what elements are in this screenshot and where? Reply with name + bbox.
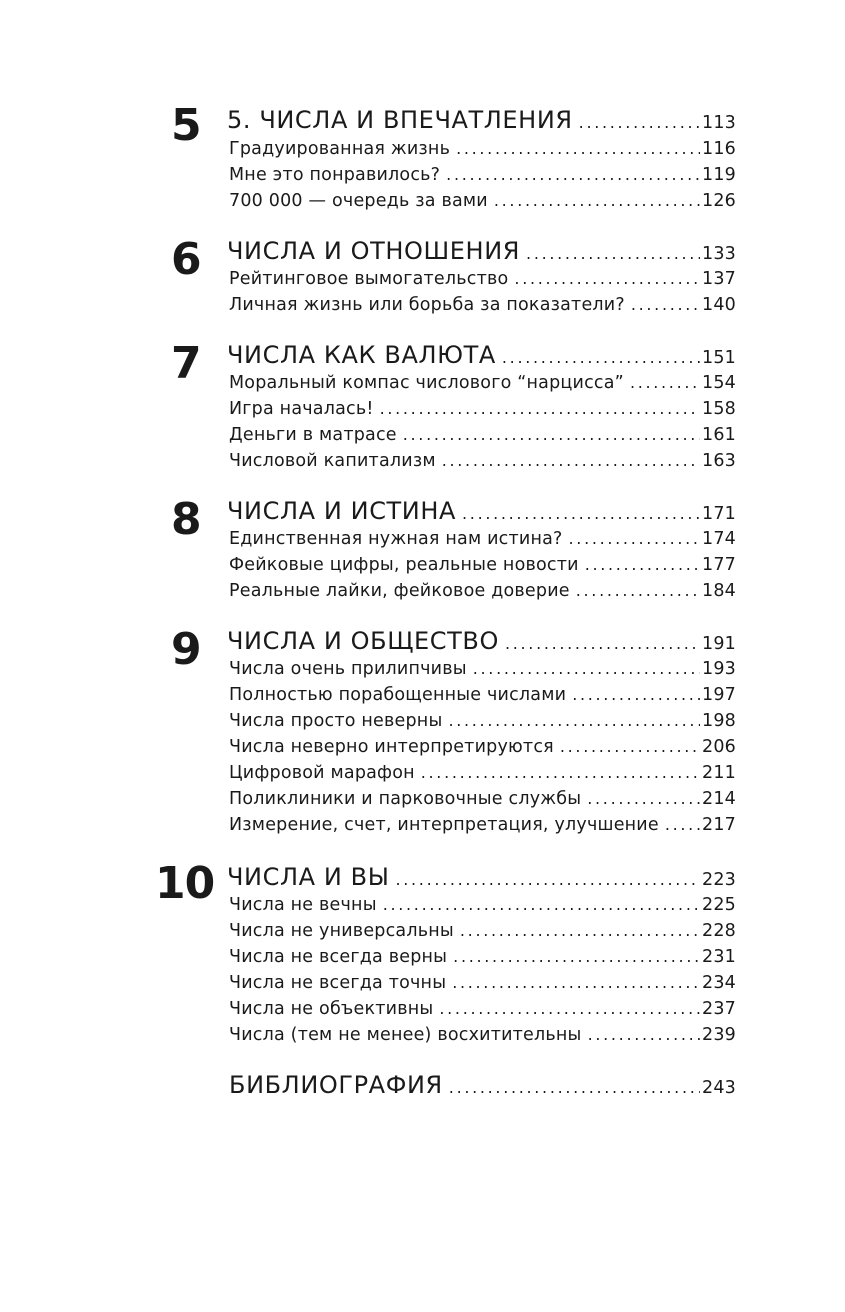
page-number: 197 (701, 685, 736, 705)
page-number: 198 (701, 711, 736, 731)
dot-leader (449, 1074, 700, 1102)
dot-leader (505, 630, 700, 658)
section-row[interactable] (229, 398, 736, 420)
section-row[interactable] (229, 268, 736, 290)
section-title: Числа не вечны (229, 895, 377, 915)
section-title: Мне это понравилось? (229, 165, 441, 185)
section-title: Цифровой марафон (229, 763, 415, 783)
section-row[interactable] (229, 736, 736, 758)
section-row[interactable] (229, 920, 736, 942)
section-title: Реальные лайки, фейковое доверие (229, 581, 570, 601)
section-row[interactable] (229, 424, 736, 446)
dot-leader (514, 268, 700, 290)
dot-leader (473, 658, 700, 680)
chapter-number: 10 (155, 858, 215, 909)
chapter-title: ЧИСЛА И ОБЩЕСТВО (227, 627, 499, 655)
section-title: Числа (тем не менее) восхитительны (229, 1025, 582, 1045)
page-number: 237 (701, 999, 736, 1019)
page-number: 116 (701, 139, 736, 159)
dot-leader (502, 344, 700, 372)
dot-leader (456, 138, 700, 160)
section-row[interactable] (229, 294, 736, 316)
section-title: Рейтинговое вымогательство (229, 269, 509, 289)
dot-leader (588, 1024, 700, 1046)
page-number: 163 (701, 451, 736, 471)
page-number: 119 (701, 165, 736, 185)
chapter-title-row[interactable] (227, 341, 736, 372)
section-row[interactable] (229, 1024, 736, 1046)
section-row[interactable] (229, 762, 736, 784)
section-title: Числа не всегда верны (229, 947, 448, 967)
section-title: Деньги в матрасе (229, 425, 397, 445)
page-number: 151 (701, 348, 736, 368)
page-number: 193 (701, 659, 736, 679)
dot-leader (380, 398, 700, 420)
chapter-number: 9 (171, 624, 201, 675)
page-number: 171 (701, 504, 736, 524)
dot-leader (453, 946, 700, 968)
section-row[interactable] (229, 450, 736, 472)
chapter-title: ЧИСЛА И ИСТИНА (227, 497, 457, 525)
section-title: Игра началась! (229, 399, 374, 419)
section-title: Личная жизнь или борьба за показатели? (229, 295, 625, 315)
chapter-title: ЧИСЛА И ОТНОШЕНИЯ (227, 237, 521, 265)
page-number: 228 (701, 921, 736, 941)
dot-leader (579, 109, 700, 137)
dot-leader (403, 424, 700, 446)
dot-leader (585, 554, 700, 576)
section-row[interactable] (229, 372, 736, 394)
page-number: 234 (701, 973, 736, 993)
page-number: 158 (701, 399, 736, 419)
section-row[interactable] (229, 684, 736, 706)
page-number: 206 (701, 737, 736, 757)
dot-leader (526, 240, 700, 268)
dot-leader (587, 788, 700, 810)
dot-leader (576, 580, 700, 602)
dot-leader (560, 736, 700, 758)
bibliography-title: БИБЛИОГРАФИЯ (229, 1071, 443, 1099)
page-number: 137 (701, 269, 736, 289)
dot-leader (446, 164, 700, 186)
section-title: Числа просто неверны (229, 711, 443, 731)
chapter-number: 7 (171, 338, 201, 389)
section-title: Числа не универсальны (229, 921, 454, 941)
page-number: 113 (701, 113, 736, 133)
page-number: 211 (701, 763, 736, 783)
page-number: 126 (701, 191, 736, 211)
dot-leader (631, 294, 700, 316)
section-title: Моральный компас числового “нарцисса” (229, 373, 624, 393)
section-row[interactable] (229, 946, 736, 968)
dot-leader (460, 920, 700, 942)
dot-leader (383, 894, 700, 916)
page-number: 217 (701, 815, 736, 835)
page-number: 239 (701, 1025, 736, 1045)
chapter-title-row[interactable] (227, 237, 736, 268)
page-number: 140 (701, 295, 736, 315)
section-row[interactable] (229, 528, 736, 550)
dot-leader (569, 528, 700, 550)
page-number: 223 (701, 870, 736, 890)
section-row[interactable] (229, 164, 736, 186)
dot-leader (395, 866, 700, 894)
section-title: Измерение, счет, интерпретация, улучшение (229, 815, 659, 835)
section-title: Числа неверно интерпретируются (229, 737, 554, 757)
page-number: 154 (701, 373, 736, 393)
section-title: Поликлиники и парковочные службы (229, 789, 582, 809)
page-number: 174 (701, 529, 736, 549)
page-number: 214 (701, 789, 736, 809)
chapter-title-row[interactable] (227, 627, 736, 658)
chapter-title: ЧИСЛА И ВЫ (227, 863, 390, 891)
chapter-title-row[interactable] (227, 497, 736, 528)
section-row[interactable] (229, 814, 736, 836)
dot-leader (494, 190, 700, 212)
chapter-title-row[interactable] (227, 863, 736, 894)
section-row[interactable] (229, 998, 736, 1020)
section-title: Единственная нужная нам истина? (229, 529, 563, 549)
chapter-number: 5 (171, 100, 201, 151)
chapter-number: 8 (171, 494, 201, 545)
section-row[interactable] (229, 190, 736, 212)
dot-leader (439, 998, 700, 1020)
dot-leader (572, 684, 700, 706)
page-number: 184 (701, 581, 736, 601)
dot-leader (452, 972, 700, 994)
section-row[interactable] (229, 894, 736, 916)
section-title: Полностью порабощенные числами (229, 685, 567, 705)
section-row[interactable] (229, 580, 736, 602)
page-number: 191 (701, 634, 736, 654)
section-row[interactable] (229, 972, 736, 994)
chapter-title: 5. ЧИСЛА И ВПЕЧАТЛЕНИЯ (227, 106, 573, 134)
section-title: Числа не объективны (229, 999, 434, 1019)
dot-leader (442, 450, 700, 472)
page-number: 231 (701, 947, 736, 967)
dot-leader (448, 710, 700, 732)
dot-leader (665, 814, 700, 836)
dot-leader (630, 372, 700, 394)
section-row[interactable] (229, 710, 736, 732)
dot-leader (462, 500, 700, 528)
page-number: 243 (701, 1078, 736, 1098)
page-number: 177 (701, 555, 736, 575)
chapter-number: 6 (171, 234, 201, 285)
section-row[interactable] (229, 788, 736, 810)
chapter-title: ЧИСЛА КАК ВАЛЮТА (227, 341, 496, 369)
section-row[interactable] (229, 554, 736, 576)
section-title: 700 000 — очередь за вами (229, 191, 488, 211)
section-title: Градуированная жизнь (229, 139, 451, 159)
page-number: 133 (701, 244, 736, 264)
section-title: Числа не всегда точны (229, 973, 447, 993)
bibliography-row[interactable] (229, 1071, 736, 1102)
section-row[interactable] (229, 658, 736, 680)
section-row[interactable] (229, 138, 736, 160)
page-number: 225 (701, 895, 736, 915)
page-number: 161 (701, 425, 736, 445)
chapter-title-row[interactable] (227, 106, 736, 137)
dot-leader (421, 762, 700, 784)
section-title: Числовой капитализм (229, 451, 436, 471)
section-title: Фейковые цифры, реальные новости (229, 555, 579, 575)
section-title: Числа очень прилипчивы (229, 659, 467, 679)
